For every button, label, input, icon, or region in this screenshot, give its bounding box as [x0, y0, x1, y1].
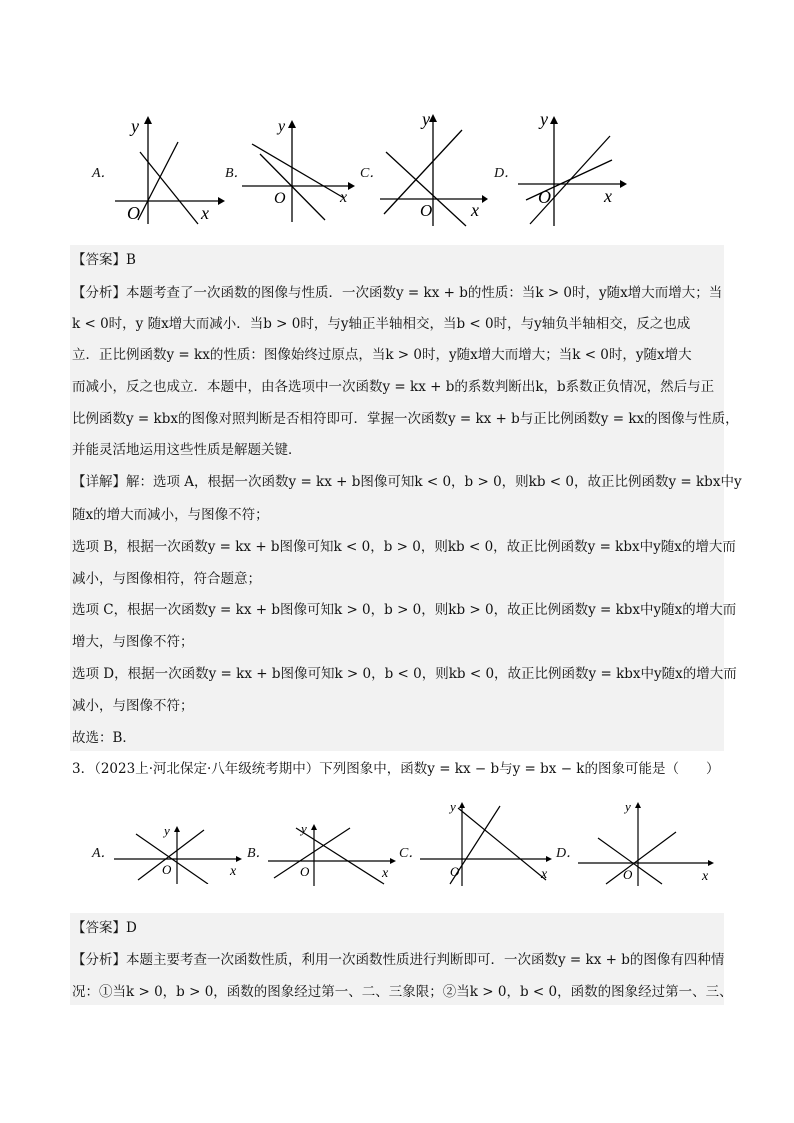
- q2-analysis-line-4: 而减小，反之也成立．本题中，由各选项中一次函数y = kx + b的系数判断出k，b系数正负情况，然后与正: [72, 379, 715, 395]
- q3-option-a-label: A．: [92, 846, 115, 861]
- svg-text:O: O: [420, 201, 433, 220]
- svg-text:y: y: [625, 799, 631, 814]
- q3-option-b-label: B．: [247, 846, 270, 861]
- svg-text:y: y: [131, 116, 139, 136]
- q2-analysis-line-3: 立．正比例函数y = kx的性质：图像始终过原点，当k > 0时，y随x增大而增大；当k < 0时，y随x增大: [72, 347, 692, 363]
- svg-text:y: y: [450, 799, 456, 814]
- q2-analysis-line-1: 【分析】本题考查了一次函数的图像与性质．一次函数y = kx + b的性质：当k > 0时，y随x增大而增大；当: [72, 285, 723, 301]
- svg-text:x: x: [382, 866, 389, 881]
- q2-conclusion: 故选：B．: [72, 730, 136, 746]
- q2-detail-line-7: 选项 D，根据一次函数y = kx + b图像可知k > 0，b < 0，则kb < 0，故正比例函数y = kbx中y随x的增大而: [72, 666, 737, 682]
- q3-option-c-label: C．: [399, 846, 423, 861]
- q3-stem: 3．（2023上·河北保定·八年级统考期中）下列图象中，函数y = kx − b与y = bx − k的图象可能是（ ）: [72, 761, 720, 777]
- svg-text:x: x: [471, 200, 479, 220]
- svg-text:y: y: [164, 823, 170, 838]
- q2-graph-d: [512, 108, 627, 228]
- q3-graph-c: [418, 798, 553, 886]
- svg-text:y: y: [301, 821, 307, 836]
- q3-analysis-line-2: 况：①当k > 0，b > 0，函数的图象经过第一、二、三象限；②当k > 0，b < 0，函数的图象经过第一、三、: [72, 984, 733, 1000]
- q2-detail-line-5: 选项 C，根据一次函数y = kx + b图像可知k > 0，b > 0，则kb > 0，故正比例函数y = kbx中y随x的增大而: [72, 602, 737, 618]
- q2-option-d-label: D．: [494, 166, 519, 181]
- q2-graph-a: [110, 112, 225, 227]
- q2-detail-line-6: 增大，与图像不符；: [72, 634, 194, 650]
- q2-detail-line-1: 【详解】解：选项 A，根据一次函数y = kx + b图像可知k < 0，b > 0，则kb < 0，故正比例函数y = kbx中y: [72, 474, 742, 490]
- svg-text:x: x: [604, 186, 612, 206]
- svg-text:O: O: [274, 190, 286, 207]
- q2-answer: 【答案】B: [72, 252, 136, 268]
- q2-option-a-label: A．: [92, 166, 115, 181]
- q2-detail-line-3: 选项 B，根据一次函数y = kx + b图像可知k < 0，b > 0，则kb < 0，故正比例函数y = kbx中y随x的增大而: [72, 539, 736, 555]
- q2-option-b-label: B．: [225, 166, 248, 181]
- q2-analysis-line-2: k < 0时，y 随x增大而减小．当b > 0时，与y轴正半轴相交，当b < 0时，与y轴负半轴相交，反之也成: [72, 316, 691, 332]
- q2-graph-c: [378, 108, 488, 228]
- svg-text:O: O: [538, 187, 551, 207]
- svg-text:y: y: [278, 118, 286, 135]
- q3-option-d-label: D．: [556, 846, 581, 861]
- q2-detail-line-2: 随x的增大而减小，与图像不符；: [72, 507, 269, 523]
- q2-analysis-line-5: 比例函数y = kbx的图像对照判断是否相符即可．掌握一次函数y = kx + b与正比例函数y = kx的图像与性质，: [72, 411, 739, 427]
- svg-text:y: y: [540, 109, 548, 129]
- q3-graph-d: [576, 798, 716, 886]
- q2-detail-line-4: 减小，与图像相符，符合题意；: [72, 571, 261, 587]
- svg-text:O: O: [162, 862, 172, 877]
- svg-text:O: O: [450, 864, 460, 879]
- q2-detail-line-8: 减小，与图像不符；: [72, 698, 194, 714]
- q2-analysis-line-6: 并能灵活地运用这些性质是解题关键．: [72, 442, 302, 458]
- svg-text:x: x: [702, 869, 709, 884]
- q3-graph-a: [112, 822, 242, 884]
- svg-text:O: O: [127, 203, 140, 223]
- svg-text:x: x: [340, 189, 348, 206]
- svg-text:x: x: [201, 203, 209, 223]
- q3-graph-b: [266, 820, 396, 886]
- q2-graph-b: [240, 112, 355, 227]
- q3-answer: 【答案】D: [72, 920, 137, 936]
- q2-option-c-label: C．: [360, 166, 384, 181]
- svg-text:O: O: [300, 864, 310, 879]
- svg-text:O: O: [623, 867, 633, 882]
- svg-text:x: x: [541, 867, 548, 882]
- svg-text:x: x: [230, 864, 237, 879]
- svg-text:y: y: [422, 109, 430, 129]
- q3-analysis-line-1: 【分析】本题主要考查一次函数性质，利用一次函数性质进行判断即可．一次函数y = kx + b的图像有四种情: [72, 952, 725, 968]
